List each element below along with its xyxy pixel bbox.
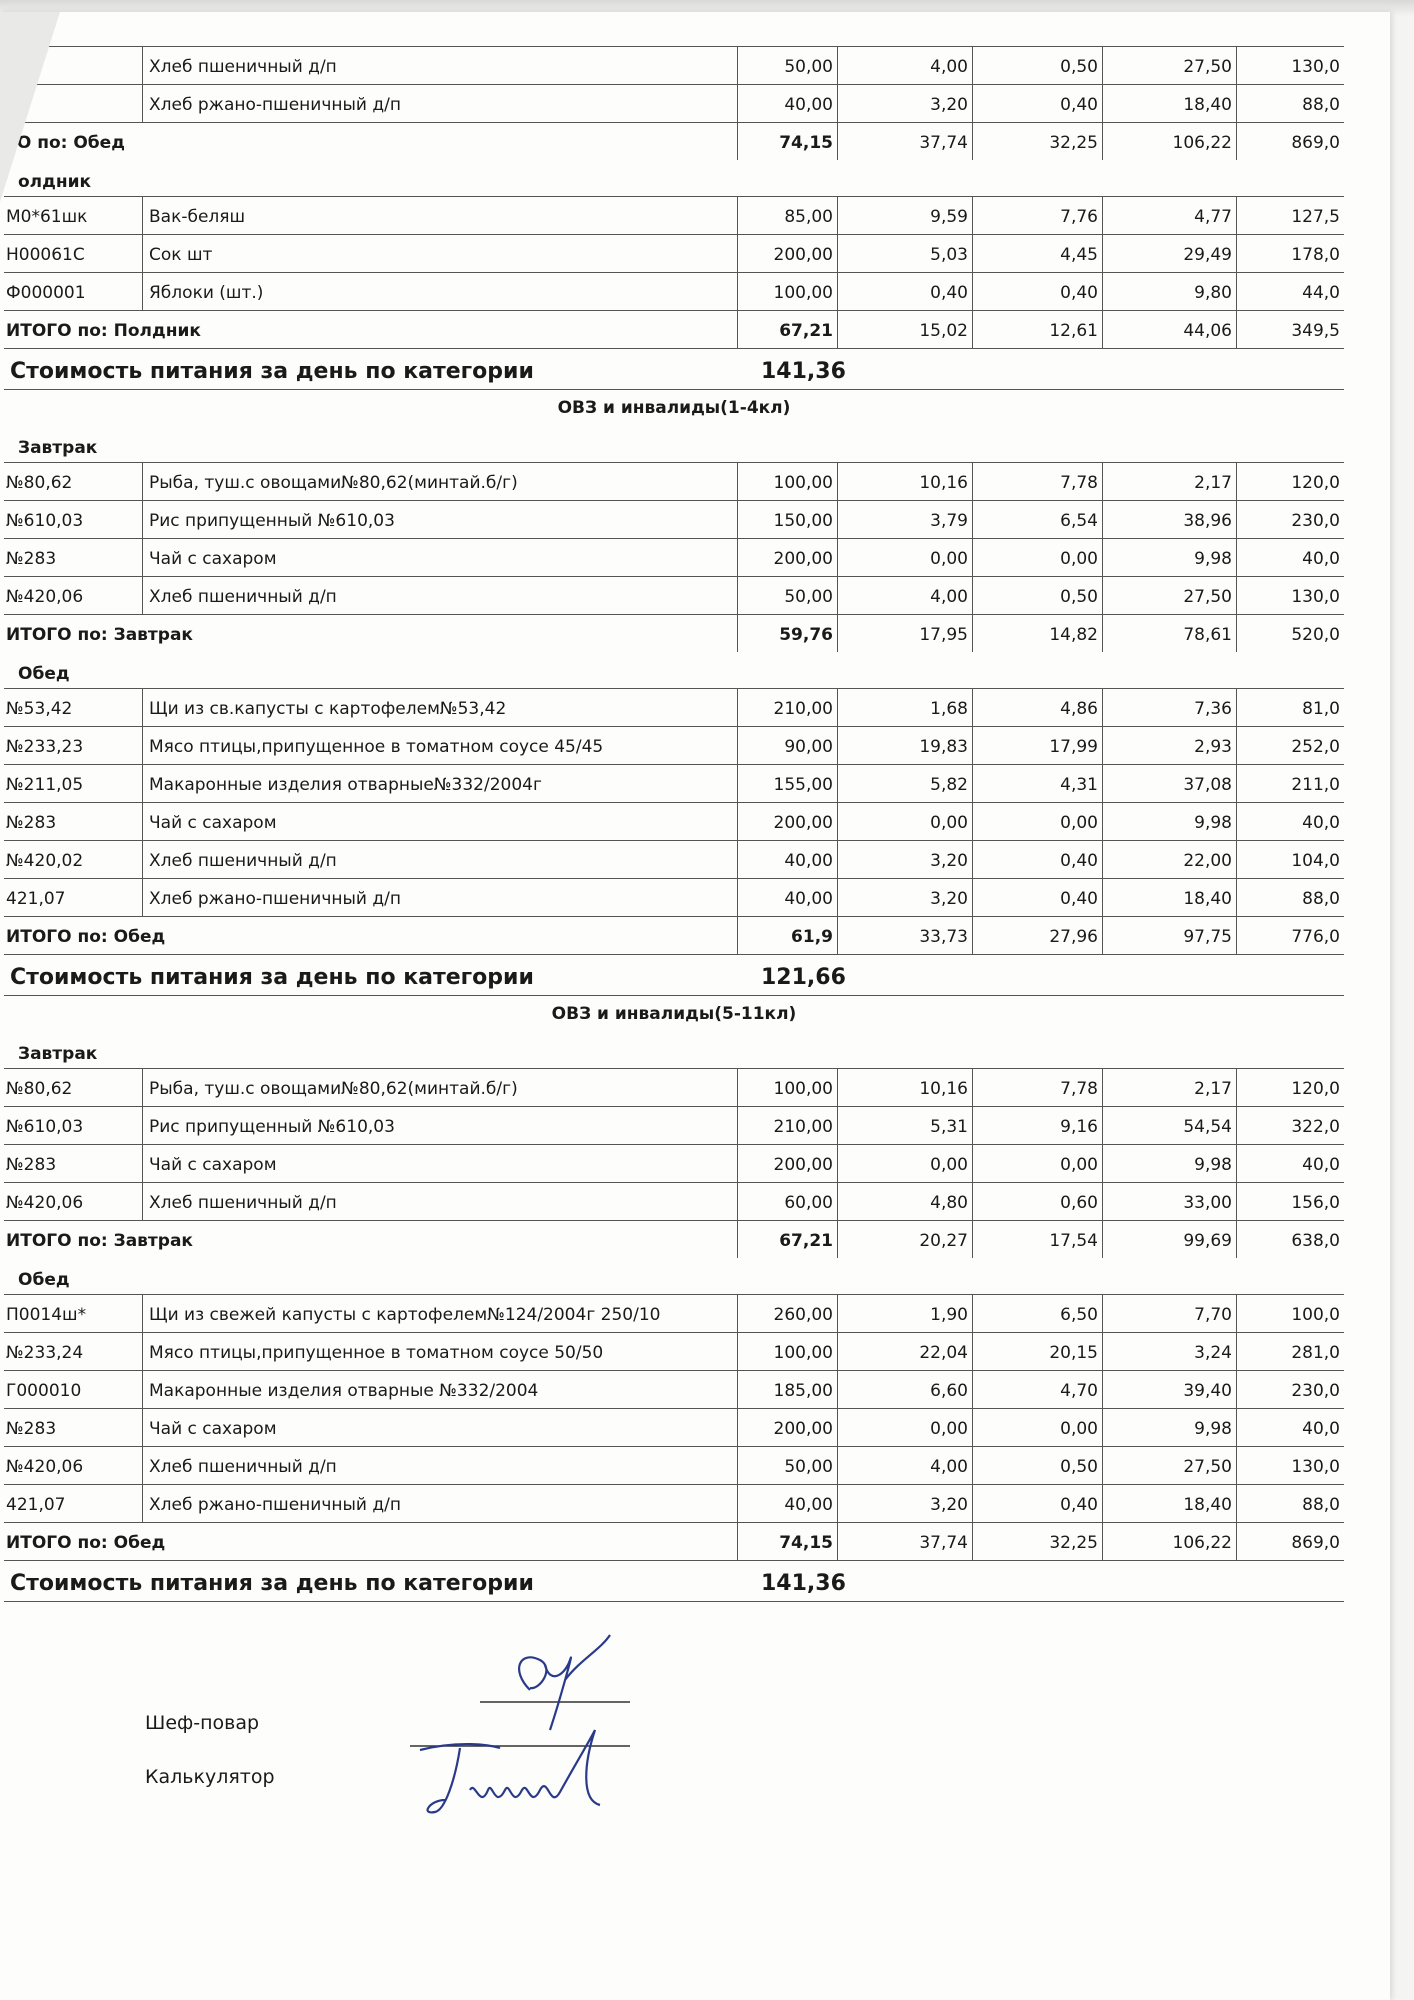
dish-name: Хлеб пшеничный д/п [142, 840, 737, 878]
calories: 104,0 [1236, 840, 1344, 878]
dish-name: Чай с сахаром [142, 538, 737, 576]
carbohydrates: 97,75 [1102, 916, 1236, 954]
portion-weight: 185,00 [737, 1370, 837, 1408]
fats: 7,78 [972, 1068, 1102, 1106]
portion-weight: 85,00 [737, 196, 837, 234]
dish-code: №80,62 [4, 462, 142, 500]
proteins: 0,40 [837, 272, 972, 310]
calories: 156,0 [1236, 1182, 1344, 1220]
table-row [4, 1068, 1344, 1106]
fats: 6,50 [972, 1294, 1102, 1332]
table-row [4, 234, 1344, 272]
calories: 520,0 [1236, 614, 1344, 652]
portion-weight: 150,00 [737, 500, 837, 538]
dish-name: Вак-беляш [142, 196, 737, 234]
portion-weight: 40,00 [737, 878, 837, 916]
carbohydrates: 33,00 [1102, 1182, 1236, 1220]
carbohydrates: 27,50 [1102, 46, 1236, 84]
dish-name: Хлеб ржано-пшеничный д/п [142, 84, 737, 122]
proteins: 1,90 [837, 1294, 972, 1332]
dish-name: Сок шт [142, 234, 737, 272]
table-row [4, 462, 1344, 500]
daily-cost-row [4, 1560, 1344, 1602]
proteins: 1,68 [837, 688, 972, 726]
dish-name: Чай с сахаром [142, 1144, 737, 1182]
calculator-signature [400, 1720, 720, 1840]
meal-label [4, 1032, 1344, 1068]
proteins: 0,00 [837, 1144, 972, 1182]
proteins: 0,00 [837, 538, 972, 576]
dish-code: Г000010 [4, 1370, 142, 1408]
dish-name: Макаронные изделия отварные№332/2004г [142, 764, 737, 802]
carbohydrates: 37,08 [1102, 764, 1236, 802]
fats: 0,50 [972, 1446, 1102, 1484]
dish-name: Хлеб пшеничный д/п [142, 46, 737, 84]
dish-name: Рыба, туш.с овощами№80,62(минтай.б/г) [142, 462, 737, 500]
dish-name: Хлеб пшеничный д/п [142, 1446, 737, 1484]
table-row [4, 1294, 1344, 1332]
carbohydrates: 18,40 [1102, 878, 1236, 916]
fats: 6,54 [972, 500, 1102, 538]
meal-label [4, 1258, 1344, 1294]
fats: 0,00 [972, 802, 1102, 840]
table-row [4, 272, 1344, 310]
total-row [4, 1522, 1344, 1560]
daily-cost-row [4, 954, 1344, 996]
portion-weight: 155,00 [737, 764, 837, 802]
fats: 9,16 [972, 1106, 1102, 1144]
dish-name: Чай с сахаром [142, 802, 737, 840]
carbohydrates: 27,50 [1102, 1446, 1236, 1484]
fats: 0,60 [972, 1182, 1102, 1220]
fats: 4,70 [972, 1370, 1102, 1408]
meal-label-text: Завтрак [18, 1044, 98, 1064]
calories: 40,0 [1236, 1144, 1344, 1182]
total-label: ИТОГО по: Завтрак [4, 614, 737, 652]
calories: 130,0 [1236, 1446, 1344, 1484]
dish-name: Мясо птицы,припущенное в томатном соусе 45/45 [142, 726, 737, 764]
table-row [4, 1370, 1344, 1408]
calories: 40,0 [1236, 802, 1344, 840]
calculator-label: Калькулятор [145, 1766, 275, 1788]
proteins: 10,16 [837, 462, 972, 500]
fats: 7,76 [972, 196, 1102, 234]
carbohydrates: 9,80 [1102, 272, 1236, 310]
carbohydrates: 106,22 [1102, 1522, 1236, 1560]
proteins: 19,83 [837, 726, 972, 764]
proteins: 22,04 [837, 1332, 972, 1370]
dish-code: №283 [4, 802, 142, 840]
calories: 40,0 [1236, 538, 1344, 576]
proteins: 9,59 [837, 196, 972, 234]
proteins: 37,74 [837, 122, 972, 160]
carbohydrates: 27,50 [1102, 576, 1236, 614]
calories: 88,0 [1236, 84, 1344, 122]
dish-code: №610,03 [4, 500, 142, 538]
meal-price: 74,15 [737, 1522, 837, 1560]
carbohydrates: 3,24 [1102, 1332, 1236, 1370]
proteins: 20,27 [837, 1220, 972, 1258]
calories: 100,0 [1236, 1294, 1344, 1332]
meal-label-text: Завтрак [18, 438, 98, 458]
dish-name: Рис припущенный №610,03 [142, 500, 737, 538]
fats: 4,31 [972, 764, 1102, 802]
carbohydrates: 2,93 [1102, 726, 1236, 764]
dish-code: №283 [4, 1144, 142, 1182]
table-row [4, 764, 1344, 802]
calories: 178,0 [1236, 234, 1344, 272]
portion-weight: 210,00 [737, 1106, 837, 1144]
portion-weight: 200,00 [737, 1408, 837, 1446]
menu-cost-table [4, 46, 1344, 1602]
dish-name: Макаронные изделия отварные №332/2004 [142, 1370, 737, 1408]
total-label: ГО по: Обед [4, 122, 737, 160]
table-row [4, 500, 1344, 538]
portion-weight: 100,00 [737, 1068, 837, 1106]
daily-cost-value: 121,66 [737, 954, 1344, 996]
meal-label-text: олдник [18, 172, 92, 192]
fats: 7,78 [972, 462, 1102, 500]
carbohydrates: 9,98 [1102, 1408, 1236, 1446]
proteins: 3,20 [837, 1484, 972, 1522]
portion-weight: 50,00 [737, 576, 837, 614]
table-row [4, 538, 1344, 576]
fats: 27,96 [972, 916, 1102, 954]
daily-cost-value: 141,36 [737, 1560, 1344, 1602]
table-row [4, 84, 1344, 122]
fats: 0,40 [972, 840, 1102, 878]
table-row [4, 196, 1344, 234]
folded-corner [0, 12, 60, 202]
category-heading-text: ОВЗ и инвалиды(1-4кл) [557, 398, 791, 418]
carbohydrates: 9,98 [1102, 802, 1236, 840]
portion-weight: 200,00 [737, 1144, 837, 1182]
table-row [4, 1144, 1344, 1182]
total-label: ИТОГО по: Завтрак [4, 1220, 737, 1258]
calories: 120,0 [1236, 462, 1344, 500]
carbohydrates: 2,17 [1102, 1068, 1236, 1106]
meal-price: 67,21 [737, 1220, 837, 1258]
proteins: 3,20 [837, 878, 972, 916]
fats: 0,00 [972, 1408, 1102, 1446]
portion-weight: 100,00 [737, 1332, 837, 1370]
portion-weight: 100,00 [737, 272, 837, 310]
table-row [4, 576, 1344, 614]
total-row [4, 1220, 1344, 1258]
table-row [4, 1408, 1344, 1446]
table-row [4, 802, 1344, 840]
table-row [4, 1106, 1344, 1144]
proteins: 5,03 [837, 234, 972, 272]
total-row [4, 122, 1344, 160]
calories: 869,0 [1236, 122, 1344, 160]
proteins: 3,20 [837, 840, 972, 878]
daily-cost-label: Стоимость питания за день по категории [4, 954, 737, 996]
portion-weight: 200,00 [737, 538, 837, 576]
fats: 0,50 [972, 576, 1102, 614]
fats: 12,61 [972, 310, 1102, 348]
dish-name: Хлеб ржано-пшеничный д/п [142, 1484, 737, 1522]
calories: 88,0 [1236, 878, 1344, 916]
calories: 230,0 [1236, 500, 1344, 538]
category-heading-text: ОВЗ и инвалиды(5-11кл) [551, 1004, 797, 1024]
fats: 32,25 [972, 122, 1102, 160]
proteins: 5,31 [837, 1106, 972, 1144]
dish-code: №53,42 [4, 688, 142, 726]
meal-price: 74,15 [737, 122, 837, 160]
portion-weight: 40,00 [737, 840, 837, 878]
portion-weight: 100,00 [737, 462, 837, 500]
calories: 281,0 [1236, 1332, 1344, 1370]
calories: 322,0 [1236, 1106, 1344, 1144]
proteins: 5,82 [837, 764, 972, 802]
fats: 4,45 [972, 234, 1102, 272]
table-row [4, 46, 1344, 84]
carbohydrates: 18,40 [1102, 1484, 1236, 1522]
dish-code: №420,02 [4, 840, 142, 878]
table-row [4, 1484, 1344, 1522]
proteins: 4,00 [837, 46, 972, 84]
calories: 638,0 [1236, 1220, 1344, 1258]
calories: 349,5 [1236, 310, 1344, 348]
calories: 869,0 [1236, 1522, 1344, 1560]
dish-name: Щи из свежей капусты с картофелем№124/2004г 250/10 [142, 1294, 737, 1332]
fats: 17,54 [972, 1220, 1102, 1258]
dish-code: Н00061С [4, 234, 142, 272]
carbohydrates: 54,54 [1102, 1106, 1236, 1144]
total-label: ИТОГО по: Полдник [4, 310, 737, 348]
dish-name: Хлеб пшеничный д/п [142, 576, 737, 614]
meal-price: 67,21 [737, 310, 837, 348]
dish-code: П0014ш* [4, 1294, 142, 1332]
dish-name: Рыба, туш.с овощами№80,62(минтай.б/г) [142, 1068, 737, 1106]
carbohydrates: 39,40 [1102, 1370, 1236, 1408]
calories: 44,0 [1236, 272, 1344, 310]
portion-weight: 40,00 [737, 1484, 837, 1522]
dish-code: 421,07 [4, 1484, 142, 1522]
fats: 32,25 [972, 1522, 1102, 1560]
fats: 0,50 [972, 46, 1102, 84]
carbohydrates: 99,69 [1102, 1220, 1236, 1258]
dish-code: №420,06 [4, 576, 142, 614]
dish-name: Хлеб пшеничный д/п [142, 1182, 737, 1220]
portion-weight: 260,00 [737, 1294, 837, 1332]
proteins: 4,00 [837, 1446, 972, 1484]
calories: 211,0 [1236, 764, 1344, 802]
dish-code: №80,62 [4, 1068, 142, 1106]
dish-code: №233,23 [4, 726, 142, 764]
fats: 17,99 [972, 726, 1102, 764]
carbohydrates: 9,98 [1102, 538, 1236, 576]
fats: 4,86 [972, 688, 1102, 726]
calories: 127,5 [1236, 196, 1344, 234]
fats: 0,40 [972, 272, 1102, 310]
daily-cost-label: Стоимость питания за день по категории [4, 1560, 737, 1602]
calories: 130,0 [1236, 46, 1344, 84]
dish-code: №283 [4, 538, 142, 576]
dish-code: №610,03 [4, 1106, 142, 1144]
dish-code: 421,07 [4, 878, 142, 916]
calories: 81,0 [1236, 688, 1344, 726]
portion-weight: 60,00 [737, 1182, 837, 1220]
portion-weight: 50,00 [737, 1446, 837, 1484]
category-heading [4, 390, 1344, 426]
meal-price: 61,9 [737, 916, 837, 954]
proteins: 37,74 [837, 1522, 972, 1560]
dish-name: Мясо птицы,припущенное в томатном соусе 50/50 [142, 1332, 737, 1370]
total-row [4, 310, 1344, 348]
dish-code: №211,05 [4, 764, 142, 802]
chef-label: Шеф-повар [145, 1712, 260, 1734]
fats: 20,15 [972, 1332, 1102, 1370]
carbohydrates: 22,00 [1102, 840, 1236, 878]
calories: 130,0 [1236, 576, 1344, 614]
dish-name: Рис припущенный №610,03 [142, 1106, 737, 1144]
carbohydrates: 78,61 [1102, 614, 1236, 652]
total-label: ИТОГО по: Обед [4, 1522, 737, 1560]
proteins: 15,02 [837, 310, 972, 348]
portion-weight: 200,00 [737, 234, 837, 272]
meal-label-text: Обед [18, 664, 70, 684]
calories: 252,0 [1236, 726, 1344, 764]
proteins: 3,20 [837, 84, 972, 122]
calories: 776,0 [1236, 916, 1344, 954]
daily-cost-label: Стоимость питания за день по категории [4, 348, 737, 390]
carbohydrates: 29,49 [1102, 234, 1236, 272]
carbohydrates: 4,77 [1102, 196, 1236, 234]
proteins: 10,16 [837, 1068, 972, 1106]
carbohydrates: 18,40 [1102, 84, 1236, 122]
proteins: 6,60 [837, 1370, 972, 1408]
dish-code: №420,06 [4, 1182, 142, 1220]
calories: 230,0 [1236, 1370, 1344, 1408]
dish-name: Хлеб ржано-пшеничный д/п [142, 878, 737, 916]
portion-weight: 210,00 [737, 688, 837, 726]
fats: 0,40 [972, 878, 1102, 916]
calories: 120,0 [1236, 1068, 1344, 1106]
proteins: 3,79 [837, 500, 972, 538]
proteins: 4,00 [837, 576, 972, 614]
dish-name: Щи из св.капусты с картофелем№53,42 [142, 688, 737, 726]
carbohydrates: 7,36 [1102, 688, 1236, 726]
carbohydrates: 44,06 [1102, 310, 1236, 348]
fats: 0,00 [972, 1144, 1102, 1182]
total-row [4, 916, 1344, 954]
table-row [4, 878, 1344, 916]
dish-code: №283 [4, 1408, 142, 1446]
category-heading [4, 996, 1344, 1032]
dish-code: №420,06 [4, 1446, 142, 1484]
calories: 88,0 [1236, 1484, 1344, 1522]
portion-weight: 50,00 [737, 46, 837, 84]
meal-label [4, 426, 1344, 462]
table-row [4, 1332, 1344, 1370]
daily-cost-value: 141,36 [737, 348, 1344, 390]
proteins: 33,73 [837, 916, 972, 954]
total-row [4, 614, 1344, 652]
meal-label [4, 160, 1344, 196]
portion-weight: 40,00 [737, 84, 837, 122]
calories: 40,0 [1236, 1408, 1344, 1446]
meal-price: 59,76 [737, 614, 837, 652]
carbohydrates: 38,96 [1102, 500, 1236, 538]
proteins: 0,00 [837, 802, 972, 840]
table-row [4, 840, 1344, 878]
dish-name: Яблоки (шт.) [142, 272, 737, 310]
carbohydrates: 7,70 [1102, 1294, 1236, 1332]
table-row [4, 726, 1344, 764]
meal-label-text: Обед [18, 1270, 70, 1290]
carbohydrates: 2,17 [1102, 462, 1236, 500]
dish-code: М0*61шк [4, 196, 142, 234]
daily-cost-row [4, 348, 1344, 390]
meal-label [4, 652, 1344, 688]
proteins: 4,80 [837, 1182, 972, 1220]
fats: 14,82 [972, 614, 1102, 652]
dish-code: Ф000001 [4, 272, 142, 310]
fats: 0,40 [972, 84, 1102, 122]
portion-weight: 200,00 [737, 802, 837, 840]
dish-code: №233,24 [4, 1332, 142, 1370]
carbohydrates: 106,22 [1102, 122, 1236, 160]
total-label: ИТОГО по: Обед [4, 916, 737, 954]
table-row [4, 1182, 1344, 1220]
carbohydrates: 9,98 [1102, 1144, 1236, 1182]
proteins: 0,00 [837, 1408, 972, 1446]
table-row [4, 1446, 1344, 1484]
fats: 0,00 [972, 538, 1102, 576]
portion-weight: 90,00 [737, 726, 837, 764]
proteins: 17,95 [837, 614, 972, 652]
table-row [4, 688, 1344, 726]
fats: 0,40 [972, 1484, 1102, 1522]
dish-name: Чай с сахаром [142, 1408, 737, 1446]
